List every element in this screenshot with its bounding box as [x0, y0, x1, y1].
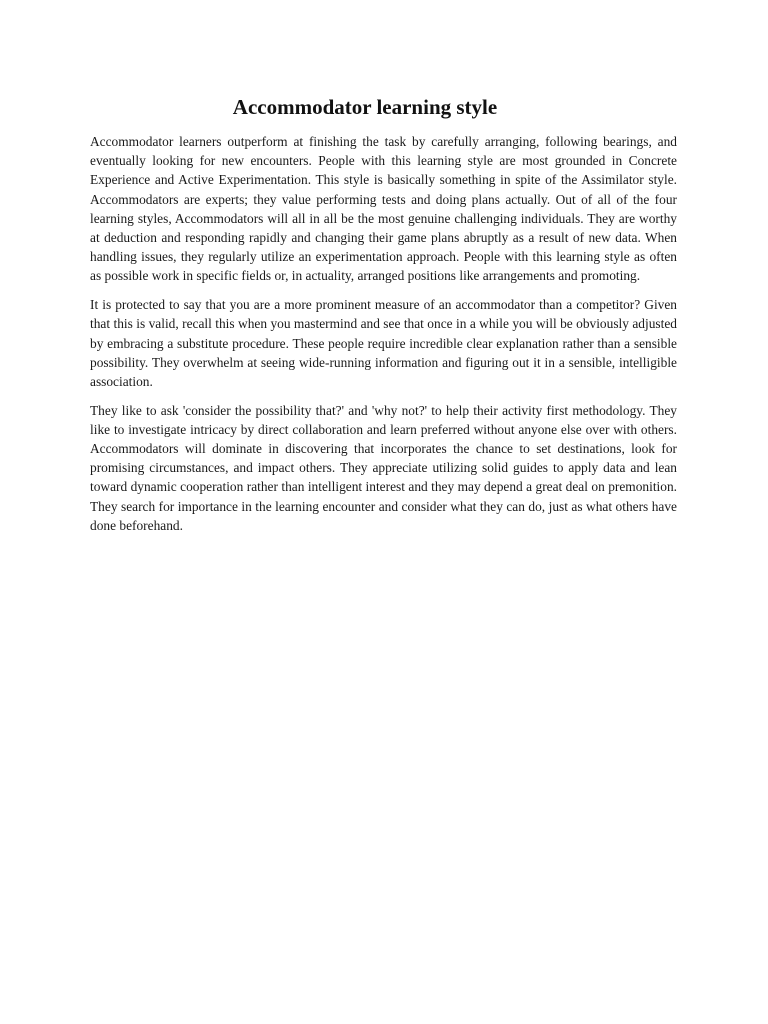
paragraph-3: They like to ask 'consider the possibility that?' and 'why not?' to help their activity first methodology. They like to investigate intricacy by direct collaboration and learn preferred without anyone else over with others. Accommodators will dominate in discovering that incorporates the chance to set destinations, look for promising circumstances, and impact others. They appreciate utilizing solid guides to apply data and lean toward dynamic cooperation rather than intelligent interest and they may depend a great deal on premonition. They search for importance in the learning encounter and consider what they can do, just as what others have done beforehand.	[90, 402, 677, 533]
paragraph-2: It is protected to say that you are a more prominent measure of an accommodator than a competitor? Given that this is valid, recall this when you mastermind and see that once in a while you will be obviously adjusted by embracing a substitute procedure. These people require incredible clear explanation rather than a sensible possibility. They overwhelm at seeing wide-running information and figuring out it in a sensible, intelligible association.	[90, 297, 677, 389]
document-title: Accommodator learning style	[232, 95, 498, 119]
document-body	[90, 132, 677, 545]
paragraph-1: Accommodator learners outperform at finishing the task by carefully arranging, following bearings, and eventually looking for new encounters. People with this learning style are most grounded in Concrete Experience and Active Experimentation. This style is basically something in spite of the Assimilator style. Accommodators are experts; they value performing tests and doing plans actually. Out of all of the four learning styles, Accommodators will all in all be the most genuine challenging individuals. They are worthy at deduction and responding rapidly and changing their game plans abruptly as a result of new data. When handling issues, they regularly utilize an experimentation approach. People with this learning style as often as possible work in specific fields or, in actuality, arranged positions like arrangements and promoting.	[90, 134, 677, 284]
